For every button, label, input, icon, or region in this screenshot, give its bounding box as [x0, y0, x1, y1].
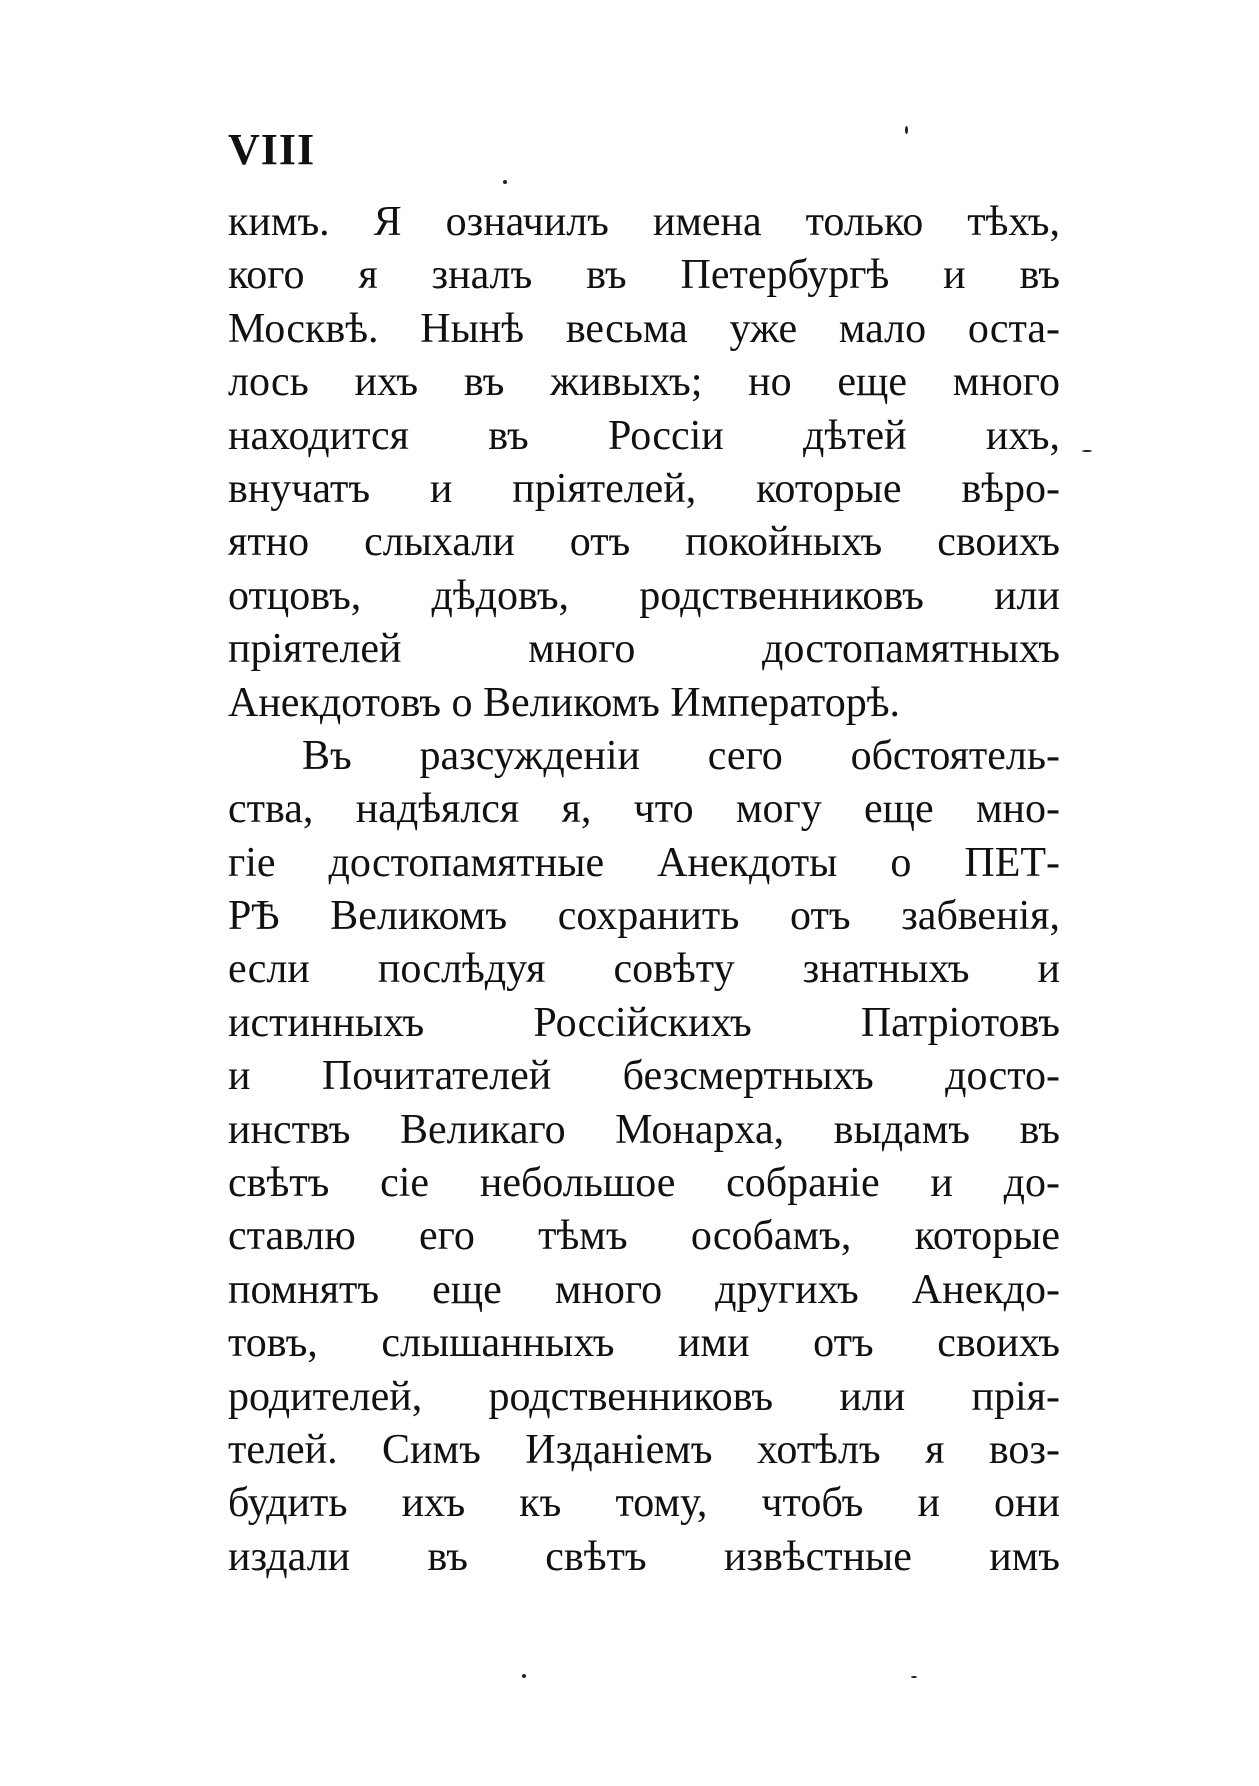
text-line: лось ихъ въ живыхъ; но еще много: [228, 359, 1060, 406]
text-line: если послѣдуя совѣту знатныхъ и: [228, 946, 1060, 993]
text-line: и Почитателей безсмертныхъ досто-: [228, 1053, 1060, 1100]
text-line: будить ихъ къ тому, чтобъ и они: [228, 1480, 1060, 1527]
page-number: VIII: [228, 125, 316, 174]
text-line: РѢ Великомъ сохранить отъ забвенія,: [228, 893, 1060, 940]
text-line: гіе достопамятные Анекдоты о ПЕТ-: [228, 839, 1060, 886]
text-line: свѣтъ сіе небольшое собраніе и до-: [228, 1160, 1060, 1207]
text-line: ставлю его тѣмъ особамъ, которые: [228, 1213, 1060, 1260]
text-line: ятно слыхали отъ покойныхъ своихъ: [228, 519, 1060, 566]
scan-speck: [905, 126, 908, 134]
text-line: истинныхъ Россійскихъ Патріотовъ: [228, 999, 1060, 1046]
text-line: пріятелей много достопамятныхъ: [228, 626, 1060, 673]
text-line: помнятъ еще много другихъ Анекдо-: [228, 1266, 1060, 1313]
text-line: родителей, родственниковъ или прія-: [228, 1373, 1060, 1420]
body-text: [228, 196, 1060, 1584]
scan-speck: [1082, 450, 1092, 452]
text-line: кимъ. Я означилъ имена только тѣхъ,: [228, 199, 1060, 245]
scan-speck: [522, 1674, 526, 1678]
text-line: отцовъ, дѣдовъ, родственниковъ или: [228, 572, 1060, 619]
text-line: Москвѣ. Нынѣ весьма уже мало оста-: [228, 305, 1060, 352]
scan-speck: [911, 1676, 917, 1678]
paragraph-first-line: Въ разсужденіи сего обстоятель-: [302, 732, 1060, 779]
text-line: внучатъ и пріятелей, которые вѣро-: [228, 465, 1060, 512]
text-line: ства, надѣялся я, что могу еще мно-: [228, 786, 1060, 833]
text-line: кого я зналъ въ Петербургѣ и въ: [228, 252, 1060, 299]
scan-speck: [503, 180, 507, 184]
text-line: находится въ Россіи дѣтей ихъ,: [228, 412, 1060, 459]
text-line: инствъ Великаго Монарха, выдамъ въ: [228, 1106, 1060, 1153]
text-line: Анекдотовъ о Великомъ Императорѣ.: [228, 679, 901, 726]
text-line: товъ, слышанныхъ ими отъ своихъ: [228, 1320, 1060, 1367]
text-line: издали въ свѣтъ извѣстные имъ: [228, 1533, 1060, 1580]
text-line: телей. Симъ Изданіемъ хотѣлъ я воз-: [228, 1426, 1060, 1473]
